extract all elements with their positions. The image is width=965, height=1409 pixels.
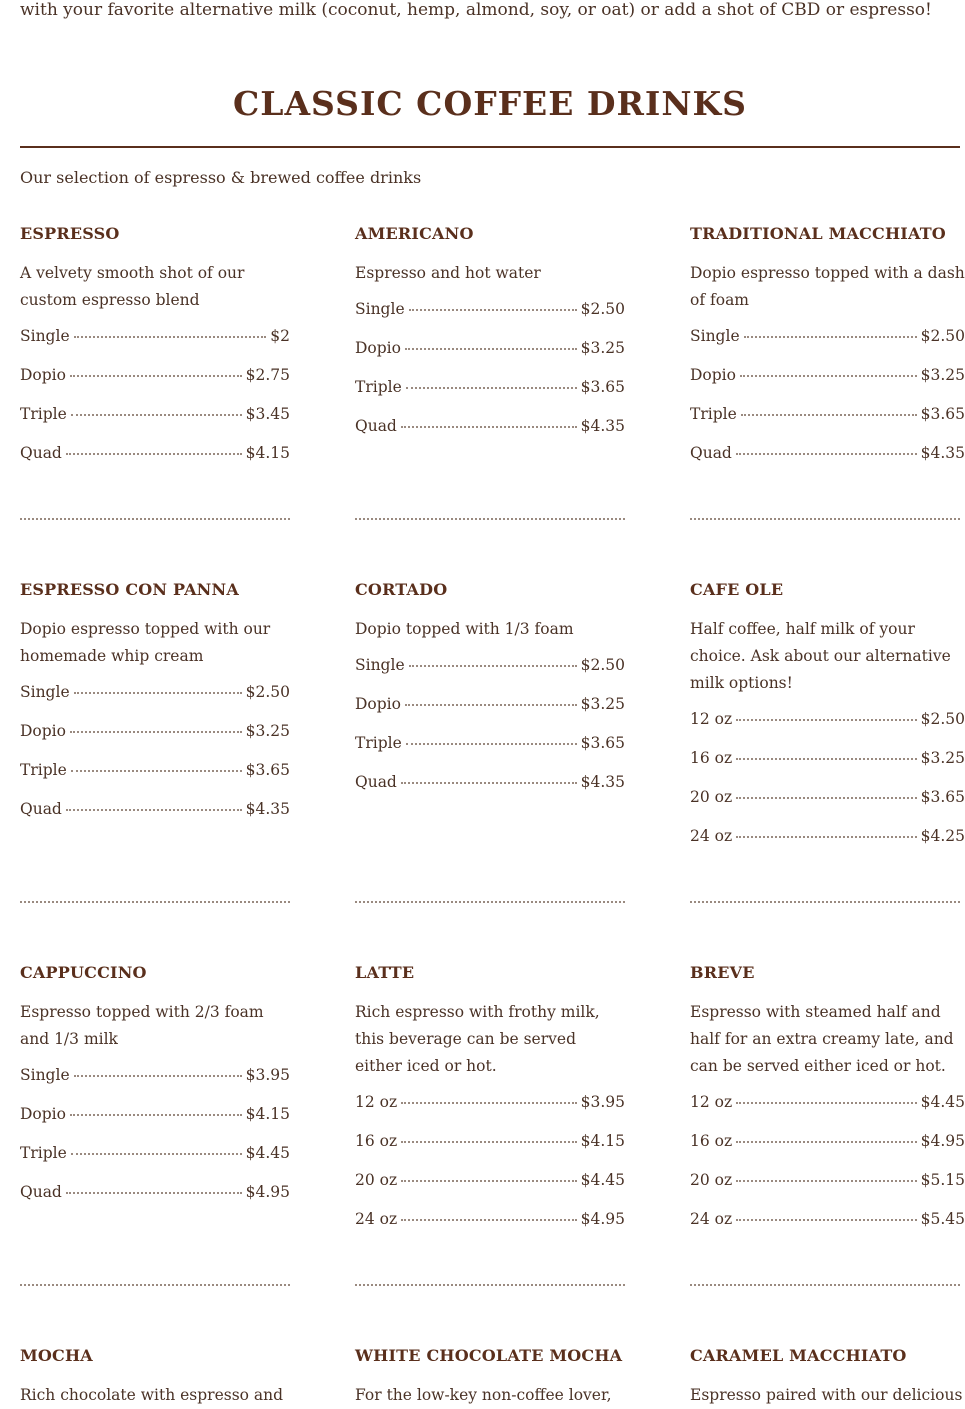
price-list bbox=[355, 300, 625, 456]
dot-leader bbox=[71, 770, 242, 772]
size-label: Triple bbox=[355, 378, 402, 396]
item-name: LATTE bbox=[355, 963, 415, 982]
price-value: $2 bbox=[270, 327, 290, 345]
price-row bbox=[690, 1171, 965, 1210]
price-row bbox=[355, 339, 625, 378]
price-row bbox=[20, 1183, 290, 1222]
price-row bbox=[690, 444, 965, 483]
size-label: Quad bbox=[355, 417, 397, 435]
size-label: Quad bbox=[690, 444, 732, 462]
price-value: $3.65 bbox=[920, 788, 965, 806]
price-value: $3.25 bbox=[245, 722, 290, 740]
price-value: $4.95 bbox=[580, 1210, 625, 1228]
price-row bbox=[20, 800, 290, 839]
item-description: Half coffee, half milk of your choice. Ask about our alternative milk options! bbox=[690, 620, 951, 692]
price-row bbox=[355, 417, 625, 456]
item-description: For the low-key non-coffee lover, bbox=[355, 1386, 612, 1404]
item-separator bbox=[20, 518, 290, 520]
dot-leader bbox=[736, 1180, 916, 1182]
item-separator bbox=[355, 1284, 625, 1286]
price-value: $4.35 bbox=[920, 444, 965, 462]
price-value: $3.25 bbox=[580, 695, 625, 713]
price-row bbox=[20, 405, 290, 444]
price-value: $4.95 bbox=[245, 1183, 290, 1201]
size-label: Quad bbox=[20, 444, 62, 462]
item-name: TRADITIONAL MACCHIATO bbox=[690, 224, 946, 243]
item-separator bbox=[690, 901, 960, 903]
price-row bbox=[690, 788, 965, 827]
price-row bbox=[20, 1144, 290, 1183]
menu-item-espresso bbox=[20, 223, 290, 483]
dot-leader bbox=[71, 1153, 242, 1155]
dot-leader bbox=[401, 1219, 576, 1221]
price-row bbox=[690, 1210, 965, 1249]
menu-item-breve bbox=[690, 962, 965, 1249]
dot-leader bbox=[71, 414, 242, 416]
price-row bbox=[20, 366, 290, 405]
price-value: $4.15 bbox=[245, 1105, 290, 1123]
dot-leader bbox=[401, 426, 577, 428]
size-label: Quad bbox=[20, 800, 62, 818]
price-value: $4.25 bbox=[920, 827, 965, 845]
dot-leader bbox=[74, 1075, 242, 1077]
price-row bbox=[690, 1132, 965, 1171]
price-value: $3.65 bbox=[245, 761, 290, 779]
item-description: Espresso topped with 2/3 foam and 1/3 milk bbox=[20, 1003, 264, 1048]
price-row bbox=[690, 327, 965, 366]
price-value: $4.45 bbox=[245, 1144, 290, 1162]
item-name: WHITE CHOCOLATE MOCHA bbox=[355, 1346, 623, 1365]
item-description: Dopio topped with 1/3 foam bbox=[355, 620, 574, 638]
size-label: Dopio bbox=[20, 1105, 66, 1123]
size-label: Triple bbox=[20, 761, 67, 779]
dot-leader bbox=[70, 1114, 242, 1116]
price-row bbox=[355, 1210, 625, 1249]
price-row bbox=[355, 1171, 625, 1210]
item-separator bbox=[690, 1284, 960, 1286]
price-row bbox=[20, 683, 290, 722]
item-name: AMERICANO bbox=[355, 224, 474, 243]
size-label: Quad bbox=[20, 1183, 62, 1201]
item-name: CORTADO bbox=[355, 580, 448, 599]
item-separator bbox=[355, 518, 625, 520]
price-value: $4.15 bbox=[580, 1132, 625, 1150]
price-value: $2.50 bbox=[245, 683, 290, 701]
price-value: $4.35 bbox=[580, 773, 625, 791]
size-label: Single bbox=[20, 1066, 70, 1084]
price-row bbox=[20, 444, 290, 483]
item-name: CARAMEL MACCHIATO bbox=[690, 1346, 907, 1365]
price-row bbox=[690, 710, 965, 749]
price-value: $3.25 bbox=[920, 749, 965, 767]
dot-leader bbox=[405, 704, 577, 706]
price-value: $4.35 bbox=[245, 800, 290, 818]
price-value: $2.50 bbox=[580, 656, 625, 674]
price-row bbox=[20, 1105, 290, 1144]
size-label: Single bbox=[20, 683, 70, 701]
size-label: 12 oz bbox=[690, 1093, 733, 1111]
dot-leader bbox=[744, 336, 917, 338]
price-row bbox=[355, 656, 625, 695]
price-value: $3.65 bbox=[920, 405, 965, 423]
price-value: $3.25 bbox=[580, 339, 625, 357]
item-separator bbox=[690, 518, 960, 520]
item-description: Rich espresso with frothy milk, this beverage can be served either iced or hot. bbox=[355, 1003, 600, 1075]
dot-leader bbox=[736, 836, 916, 838]
dot-leader bbox=[736, 797, 916, 799]
price-row bbox=[690, 827, 965, 866]
menu-item-mocha bbox=[20, 1345, 290, 1409]
price-row bbox=[690, 1093, 965, 1132]
item-description: A velvety smooth shot of our custom espresso blend bbox=[20, 264, 245, 309]
size-label: Triple bbox=[355, 734, 402, 752]
dot-leader bbox=[736, 453, 917, 455]
price-value: $3.95 bbox=[580, 1093, 625, 1111]
size-label: Triple bbox=[20, 405, 67, 423]
item-separator bbox=[355, 901, 625, 903]
size-label: 24 oz bbox=[690, 1210, 733, 1228]
menu-item-caramel-macchiato bbox=[690, 1345, 965, 1409]
size-label: Triple bbox=[690, 405, 737, 423]
item-description: Espresso paired with our delicious bbox=[690, 1386, 963, 1404]
dot-leader bbox=[406, 743, 577, 745]
price-row bbox=[355, 378, 625, 417]
menu-item-white-chocolate-mocha bbox=[355, 1345, 625, 1409]
section-divider bbox=[20, 146, 960, 148]
item-separator bbox=[20, 901, 290, 903]
price-value: $2.50 bbox=[920, 710, 965, 728]
price-row bbox=[355, 300, 625, 339]
dot-leader bbox=[736, 1141, 916, 1143]
item-description: Espresso with steamed half and half for an extra creamy late, and can be served either iced or hot. bbox=[690, 1003, 954, 1075]
item-name: CAFE OLE bbox=[690, 580, 784, 599]
menu-item-americano bbox=[355, 223, 625, 456]
dot-leader bbox=[740, 375, 917, 377]
price-value: $3.25 bbox=[920, 366, 965, 384]
dot-leader bbox=[74, 692, 242, 694]
menu-item-espresso-con-panna bbox=[20, 579, 290, 839]
size-label: Dopio bbox=[355, 695, 401, 713]
menu-item-cappuccino bbox=[20, 962, 290, 1222]
item-separator bbox=[20, 1284, 290, 1286]
price-value: $4.95 bbox=[920, 1132, 965, 1150]
section-subtitle: Our selection of espresso & brewed coffee drinks bbox=[20, 168, 422, 187]
price-value: $3.95 bbox=[245, 1066, 290, 1084]
price-row bbox=[690, 749, 965, 788]
size-label: 16 oz bbox=[690, 749, 733, 767]
price-value: $2.50 bbox=[580, 300, 625, 318]
price-row bbox=[20, 1066, 290, 1105]
size-label: 24 oz bbox=[355, 1210, 398, 1228]
size-label: Single bbox=[355, 300, 405, 318]
size-label: 16 oz bbox=[355, 1132, 398, 1150]
price-list bbox=[355, 1093, 625, 1249]
size-label: 20 oz bbox=[355, 1171, 398, 1189]
menu-item-cafe-ole bbox=[690, 579, 965, 866]
price-row bbox=[355, 1093, 625, 1132]
menu-item-traditional-macchiato bbox=[690, 223, 965, 483]
size-label: 12 oz bbox=[690, 710, 733, 728]
dot-leader bbox=[66, 1192, 242, 1194]
dot-leader bbox=[70, 375, 242, 377]
price-row bbox=[690, 405, 965, 444]
size-label: Dopio bbox=[20, 722, 66, 740]
price-row bbox=[20, 761, 290, 800]
size-label: 20 oz bbox=[690, 1171, 733, 1189]
dot-leader bbox=[405, 348, 577, 350]
price-value: $3.65 bbox=[580, 378, 625, 396]
price-value: $2.50 bbox=[920, 327, 965, 345]
price-list bbox=[690, 1093, 965, 1249]
price-value: $4.35 bbox=[580, 417, 625, 435]
item-name: ESPRESSO bbox=[20, 224, 120, 243]
size-label: Single bbox=[355, 656, 405, 674]
dot-leader bbox=[409, 665, 577, 667]
size-label: Dopio bbox=[690, 366, 736, 384]
dot-leader bbox=[406, 387, 577, 389]
price-value: $5.45 bbox=[920, 1210, 965, 1228]
size-label: 20 oz bbox=[690, 788, 733, 806]
size-label: 16 oz bbox=[690, 1132, 733, 1150]
price-list bbox=[690, 710, 965, 866]
price-value: $4.15 bbox=[245, 444, 290, 462]
dot-leader bbox=[74, 336, 267, 338]
price-value: $4.45 bbox=[580, 1171, 625, 1189]
dot-leader bbox=[401, 1102, 576, 1104]
price-value: $2.75 bbox=[245, 366, 290, 384]
price-row bbox=[355, 734, 625, 773]
price-row bbox=[20, 722, 290, 761]
dot-leader bbox=[401, 1141, 576, 1143]
dot-leader bbox=[401, 782, 577, 784]
price-list bbox=[20, 683, 290, 839]
price-value: $4.45 bbox=[920, 1093, 965, 1111]
price-row bbox=[20, 327, 290, 366]
size-label: Dopio bbox=[355, 339, 401, 357]
size-label: Triple bbox=[20, 1144, 67, 1162]
item-name: MOCHA bbox=[20, 1346, 93, 1365]
price-list bbox=[20, 327, 290, 483]
price-row bbox=[355, 695, 625, 734]
dot-leader bbox=[736, 1102, 916, 1104]
price-list bbox=[20, 1066, 290, 1222]
dot-leader bbox=[66, 453, 242, 455]
menu-item-cortado bbox=[355, 579, 625, 812]
size-label: Dopio bbox=[20, 366, 66, 384]
item-description: Espresso and hot water bbox=[355, 264, 541, 282]
dot-leader bbox=[736, 719, 916, 721]
price-list bbox=[690, 327, 965, 483]
price-value: $3.65 bbox=[580, 734, 625, 752]
item-name: BREVE bbox=[690, 963, 755, 982]
menu-item-latte bbox=[355, 962, 625, 1249]
size-label: Single bbox=[20, 327, 70, 345]
size-label: Quad bbox=[355, 773, 397, 791]
size-label: 12 oz bbox=[355, 1093, 398, 1111]
item-description: Rich chocolate with espresso and bbox=[20, 1386, 284, 1404]
price-row bbox=[355, 1132, 625, 1171]
dot-leader bbox=[736, 758, 916, 760]
dot-leader bbox=[70, 731, 242, 733]
price-row bbox=[690, 366, 965, 405]
price-value: $3.45 bbox=[245, 405, 290, 423]
item-name: CAPPUCCINO bbox=[20, 963, 147, 982]
item-description: Dopio espresso topped with our homemade whip cream bbox=[20, 620, 271, 665]
dot-leader bbox=[736, 1219, 916, 1221]
item-description: Dopio espresso topped with a dash of foam bbox=[690, 264, 965, 309]
size-label: 24 oz bbox=[690, 827, 733, 845]
price-value: $5.15 bbox=[920, 1171, 965, 1189]
price-list bbox=[355, 656, 625, 812]
dot-leader bbox=[401, 1180, 576, 1182]
size-label: Single bbox=[690, 327, 740, 345]
intro-text: with your favorite alternative milk (coconut, hemp, almond, soy, or oat) or add a shot of CBD or espresso! bbox=[20, 0, 932, 20]
dot-leader bbox=[409, 309, 577, 311]
item-name: ESPRESSO CON PANNA bbox=[20, 580, 239, 599]
dot-leader bbox=[66, 809, 242, 811]
dot-leader bbox=[741, 414, 917, 416]
price-row bbox=[355, 773, 625, 812]
section-title: CLASSIC COFFEE DRINKS bbox=[232, 84, 748, 123]
